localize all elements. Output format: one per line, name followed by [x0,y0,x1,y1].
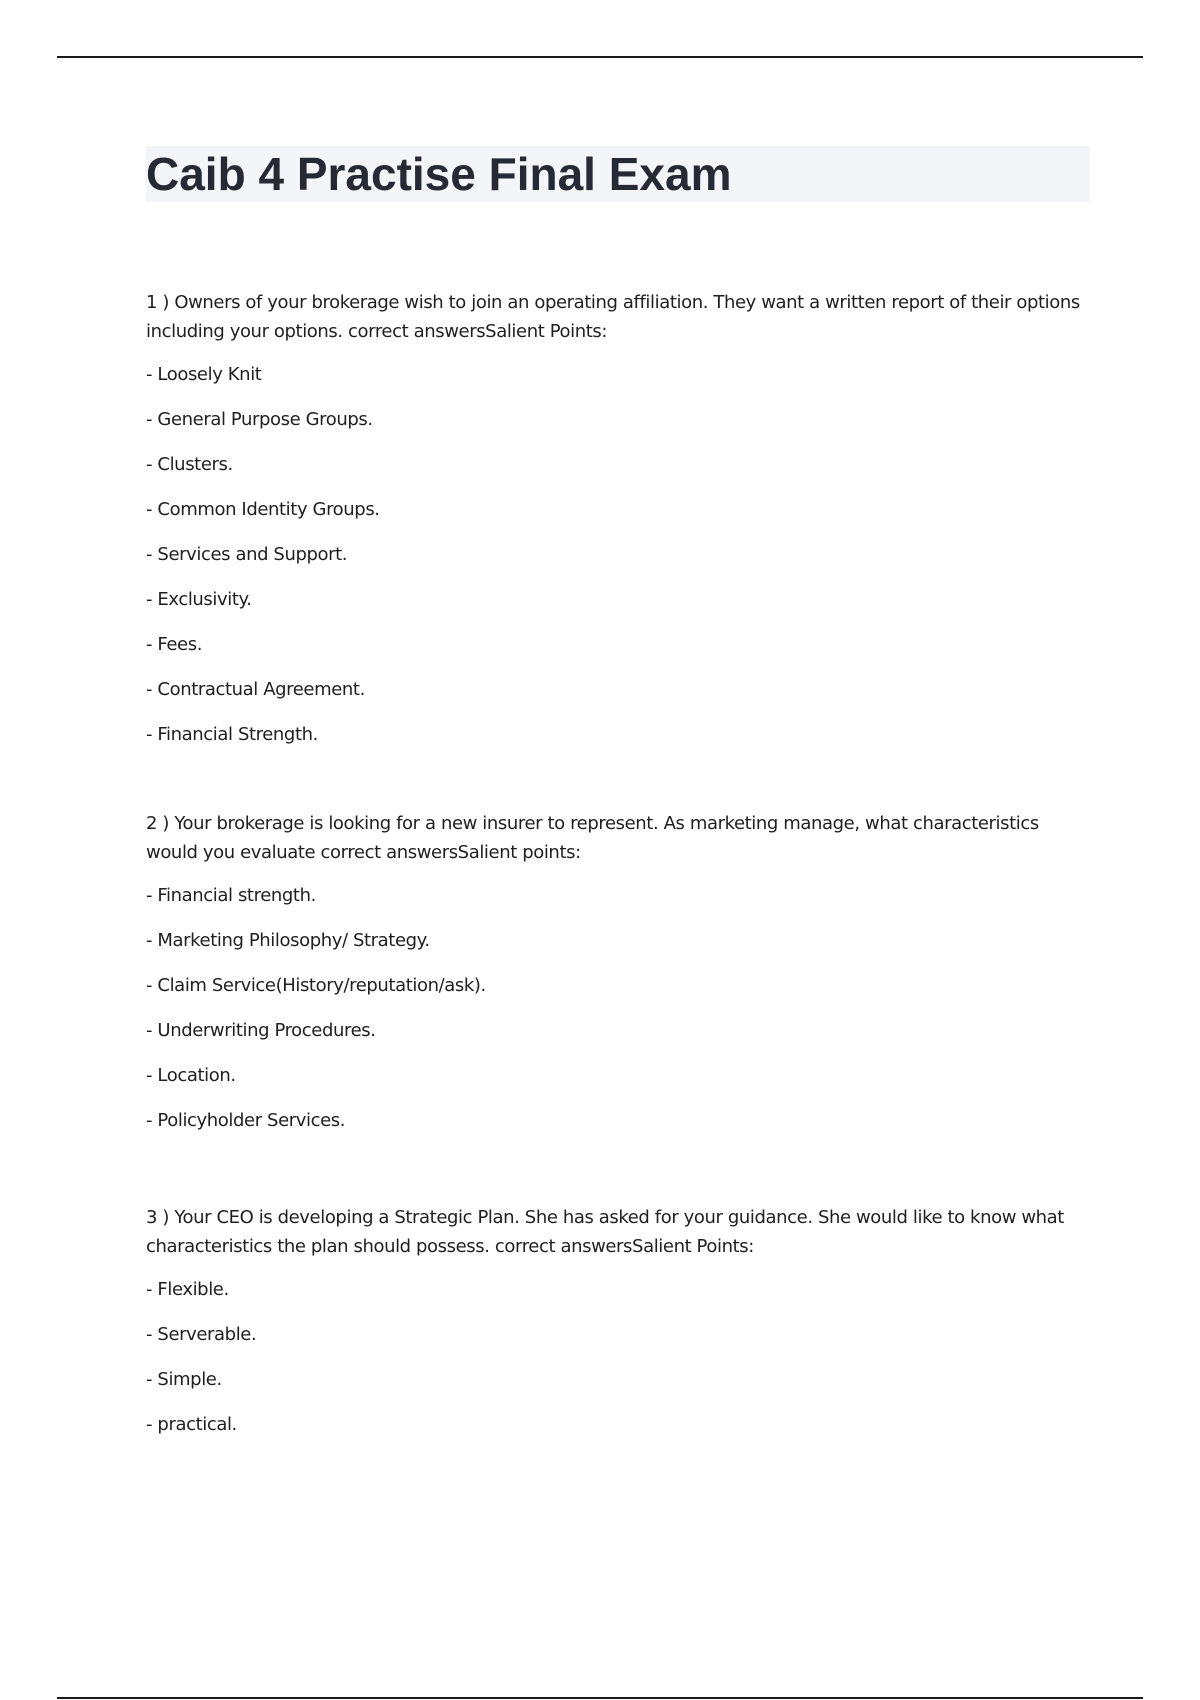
answer-point: - Location. [146,1065,236,1086]
top-rule [57,56,1143,58]
question-text: 3 ) Your CEO is developing a Strategic Plan. She has asked for your guidance. She would like to know what characteristics the plan should possess. correct answersSalient Points: [146,1207,1064,1257]
question-1 [146,288,1090,747]
answer-point: - Fees. [146,634,203,655]
question-3 [146,1203,1090,1437]
answer-point: - Financial Strength. [146,724,318,745]
answer-point: - Common Identity Groups. [146,499,380,520]
question-2 [146,809,1090,1133]
document-page [146,146,1090,1499]
bottom-rule [57,1697,1143,1699]
answer-point: - Underwriting Procedures. [146,1020,376,1041]
answer-point: - Flexible. [146,1279,229,1300]
page-title: Caib 4 Practise Final Exam [146,148,732,200]
answer-point: - Policyholder Services. [146,1110,346,1131]
answer-point: - Claim Service(History/reputation/ask). [146,975,486,996]
answer-point: - Clusters. [146,454,233,475]
answer-point: - General Purpose Groups. [146,409,373,430]
answer-points [146,363,1090,747]
question-text: 2 ) Your brokerage is looking for a new insurer to represent. As marketing manage, what characteristics would you evaluate correct answersSalient points: [146,813,1039,863]
answer-point: - Marketing Philosophy/ Strategy. [146,930,430,951]
answer-point: - Exclusivity. [146,589,252,610]
answer-points [146,1278,1090,1437]
answer-point: - Contractual Agreement. [146,679,365,700]
answer-point: - Financial strength. [146,885,316,906]
answer-point: - Loosely Knit [146,364,262,385]
answer-point: - Serverable. [146,1324,257,1345]
answer-point: - Services and Support. [146,544,348,565]
answer-points [146,884,1090,1133]
answer-point: - practical. [146,1414,237,1435]
question-list [146,288,1090,1437]
title-banner [146,146,1090,202]
answer-point: - Simple. [146,1369,222,1390]
question-text: 1 ) Owners of your brokerage wish to join an operating affiliation. They want a written report of their options including your options. correct answersSalient Points: [146,292,1080,342]
